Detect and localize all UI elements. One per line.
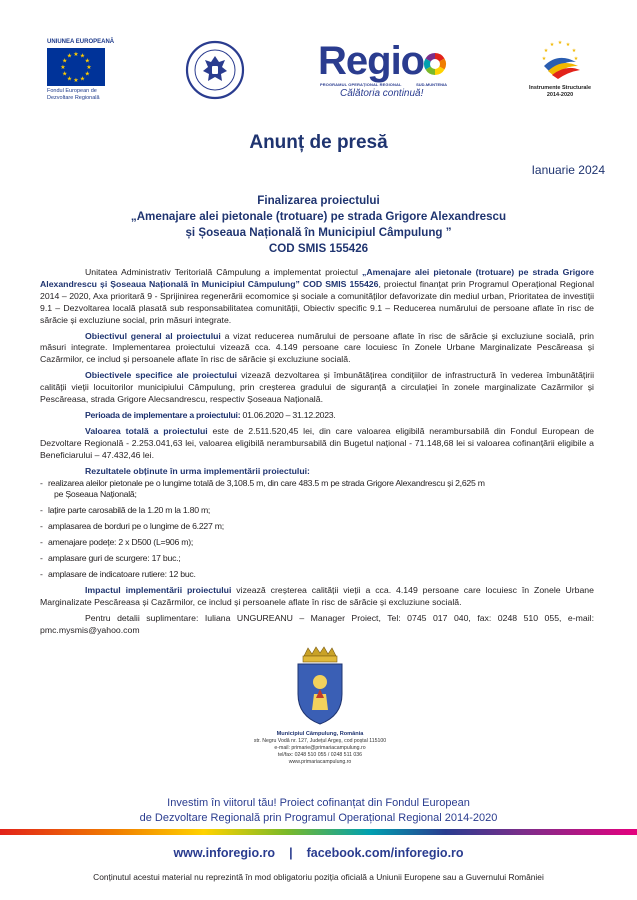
svg-text:★: ★ — [73, 77, 79, 84]
results-list — [40, 478, 594, 581]
regio-region: SUD-MUNTENIA — [416, 82, 447, 87]
list-item — [40, 553, 594, 565]
paragraph-general-objective — [40, 331, 594, 367]
svg-text:★: ★ — [565, 42, 571, 48]
municipality-contact — [160, 731, 480, 766]
list-item-text: amplasare de indicatoare rutiere: 12 buc. — [48, 568, 196, 579]
press-release-body — [40, 267, 594, 640]
svg-text:★: ★ — [79, 52, 86, 60]
paragraph-specific-objectives — [40, 370, 594, 406]
subject-line-2: „Amenajare alei pietonale (trotuare) pe strada Grigore Alexandrescu — [130, 210, 507, 223]
facebook-link[interactable]: facebook.com/inforegio.ro — [306, 846, 464, 860]
eu-logo — [47, 39, 117, 101]
total-value-label: Valoarea totală a proiectului — [85, 425, 208, 436]
subject-line-3: și Șoseaua Națională în Municipiul Câmpulung ” — [185, 226, 452, 239]
structural-instruments-text — [520, 85, 600, 99]
list-dash: - — [40, 477, 43, 488]
svg-text:★: ★ — [60, 64, 66, 71]
cofinancing-statement — [60, 796, 577, 826]
cofinancing-line1: Investim în viitorul tău! Proiect cofinanțat din Fondul European — [167, 797, 470, 809]
svg-text:★: ★ — [543, 48, 549, 54]
list-dash: - — [40, 553, 43, 564]
municipality-website[interactable]: www.primariacampulung.ro — [288, 759, 352, 765]
municipality-email[interactable]: e-mail: primarie@primariacampulung.ro — [274, 745, 366, 751]
paragraph-period — [40, 410, 594, 422]
regio-program-name: PROGRAMUL OPERAȚIONAL REGIONAL — [320, 82, 402, 87]
document-date: Ianuarie 2024 — [531, 163, 605, 177]
cofinancing-line2: de Dezvoltare Regională prin Programul Operațional Regional 2014-2020 — [139, 812, 498, 824]
intro-text-continued: , proiectul finanțat prin Programul Operațional Regional 2014 – 2020, Axa prioritară 9 - Sprijinirea regenerării ecomomice și sociale a comunităților defavorizate din mediul urban, Prioritatea de investiții 9.1 – Dezvoltarea locală plasată sub responsabilitatea comunității, Obiectiv specific 9.1 – Reducerea numărului de persoane aflate în risc de sărăcie și excluziune social, prin măsuri integrate. — [40, 278, 595, 325]
municipality-name: Municipiul Câmpulung, România — [276, 731, 364, 737]
svg-text:★: ★ — [66, 52, 73, 60]
general-objective-label: Obiectivul general al proiectului — [85, 330, 221, 341]
svg-text:★: ★ — [86, 64, 92, 71]
inforegio-website-link[interactable]: www.inforegio.ro — [173, 846, 276, 860]
svg-text:★: ★ — [549, 42, 555, 48]
total-value-text: este de 2.511.520,45 lei, din care valoarea eligibilă nerambursabilă din Fondul European de Dezvoltare Regională - 2.253.041,63 lei, valoarea eligibilă nerambursabilă din Bugetul național - 71.148,68 lei si valoarea cofinanțării eligibile a Beneficiarului – 47.432,46 lei. — [40, 425, 594, 460]
subject-line-4: COD SMIS 155426 — [268, 242, 369, 255]
paragraph-impact — [40, 585, 594, 609]
list-dash: - — [40, 568, 43, 579]
color-stripe-divider — [0, 829, 637, 835]
campulung-coat-of-arms-icon — [290, 646, 350, 726]
structural-instruments-icon — [538, 38, 582, 82]
list-item-text: amplasarea de borduri pe o lungime de 6.227 m; — [48, 521, 224, 532]
eu-fund-line2: Dezvoltare Regională — [47, 94, 100, 101]
list-item — [40, 478, 594, 502]
municipality-address: str. Negru Vodă nr. 127, Județul Argeș, cod poștal 115100 — [253, 738, 387, 744]
svg-text:★: ★ — [541, 56, 547, 62]
list-dash: - — [40, 537, 43, 548]
structural-instruments-logo — [520, 38, 600, 100]
period-text: 01.06.2020 – 31.12.2023. — [240, 409, 336, 420]
list-dash: - — [40, 505, 43, 516]
svg-text:★: ★ — [573, 56, 579, 62]
list-item-continuation: pe Șoseaua Națională; — [54, 489, 137, 500]
impact-text: vizează creșterea calității vieții a cca. 4.149 persoane care locuiesc în Zonele Urbane Marginalizate Pescăreasa și Cazărmilor, ce includ și persoanele aflate în risc de sărăcie și excluziune socială. — [40, 584, 594, 607]
svg-text:★: ★ — [84, 57, 90, 65]
svg-text:★: ★ — [557, 40, 563, 46]
list-item — [40, 569, 594, 581]
general-objective-text: a vizat reducerea numărului de persoane aflate în risc de sărăcie și excluziune socială, prin măsuri integrate. Implementarea proiectului vizează cca. 4.149 persoane care locuiesc în Zonele Urbane Marginalizate Pescăreasa și Cazărmilor, ce includ și persoanele aflate în risc de sărăcie și excluziune socială. — [40, 330, 594, 365]
list-item-text: amplasare guri de scurgere: 17 buc.; — [48, 553, 181, 564]
structural-line1: Instrumente Structurale — [528, 85, 592, 91]
specific-objectives-text: vizează dezvoltarea și îmbunătățirea condițiilor de infrastructură în vederea îmbunătățirii calității vieții locuitorilor municipiului Câmpulung, prin creșterea gradului de siguranță a circulației în zonele marginalizate Cazărmilor și Pescăreasa, strada Grigore Alecsandrescu, respectiv Șoseaua Națională. — [40, 370, 595, 405]
page-title: Anunț de presă — [249, 132, 388, 153]
list-item-text: lațire parte carosabilă de la 1.20 m la 1.80 m; — [48, 505, 211, 516]
intro-text: Unitatea Administrativ Teritorială Câmpulung a implementat proiectul — [85, 267, 362, 277]
municipality-phone: tel/fax: 0248 510 055 / 0248 511 036 — [277, 752, 363, 758]
svg-text:★: ★ — [79, 75, 86, 83]
svg-text:★: ★ — [62, 57, 68, 65]
specific-objectives-label: Obiectivele specifice ale proiectului — [85, 370, 238, 381]
regio-wordmark: Regio — [318, 39, 425, 83]
period-label: Perioada de implementare a proiectului: — [85, 409, 241, 420]
paragraph-contact: Pentru detalii suplimentare: Iuliana UNGUREANU – Manager Proiect, Tel: 0745 017 040, fax: 0248 510 055, e-mail: pmc.mysmis@yahoo.com — [40, 612, 594, 635]
eu-fund-line1: Fondul European de — [47, 88, 97, 94]
svg-text:★: ★ — [62, 70, 68, 78]
list-item — [40, 505, 594, 517]
svg-text:★: ★ — [571, 48, 577, 54]
list-item-text: realizarea aleilor pietonale pe o lungime totală de 3,108.5 m, din care 483.5 m pe strada Grigore Alexandrescu și 2,625 m — [48, 477, 485, 488]
svg-text:★: ★ — [66, 75, 73, 83]
subject-line-1: Finalizarea proiectului — [257, 194, 380, 207]
results-heading: Rezultatele obținute în urma implementării proiectului: — [85, 465, 310, 476]
government-seal-icon — [185, 40, 245, 100]
project-name-bold: „Amenajare alei pietonale (trotuare) pe strada Grigore Alexandrescu și Șoseaua Națională în Municipiul Câmpulung” COD SMIS 155426 — [40, 267, 594, 289]
project-subject — [60, 193, 577, 257]
eu-flag-icon — [47, 48, 105, 86]
disclaimer: Conținutul acestui material nu reprezintă în mod obligatoriu poziția oficială a Uniunii Europene sau a Guvernului României — [93, 872, 544, 882]
structural-line2: 2014-2020 — [546, 92, 574, 98]
svg-text:★: ★ — [73, 51, 79, 58]
impact-label: Impactul implementării proiectului — [85, 584, 232, 595]
paragraph-value — [40, 426, 594, 462]
footer-separator: | — [289, 846, 293, 860]
eu-logo-caption: UNIUNEA EUROPEANĂ — [47, 39, 115, 45]
footer-links — [0, 846, 637, 860]
list-item — [40, 537, 594, 549]
svg-text:★: ★ — [84, 70, 90, 78]
list-dash: - — [40, 521, 43, 532]
regio-color-wheel-icon — [422, 51, 448, 82]
paragraph-intro — [40, 267, 594, 327]
regio-logo — [318, 41, 448, 103]
regio-tagline: Călătoria continuă! — [340, 88, 424, 99]
list-item-text: amenajare podețe: 2 x D500 (L=906 m); — [48, 537, 194, 548]
list-item — [40, 521, 594, 533]
